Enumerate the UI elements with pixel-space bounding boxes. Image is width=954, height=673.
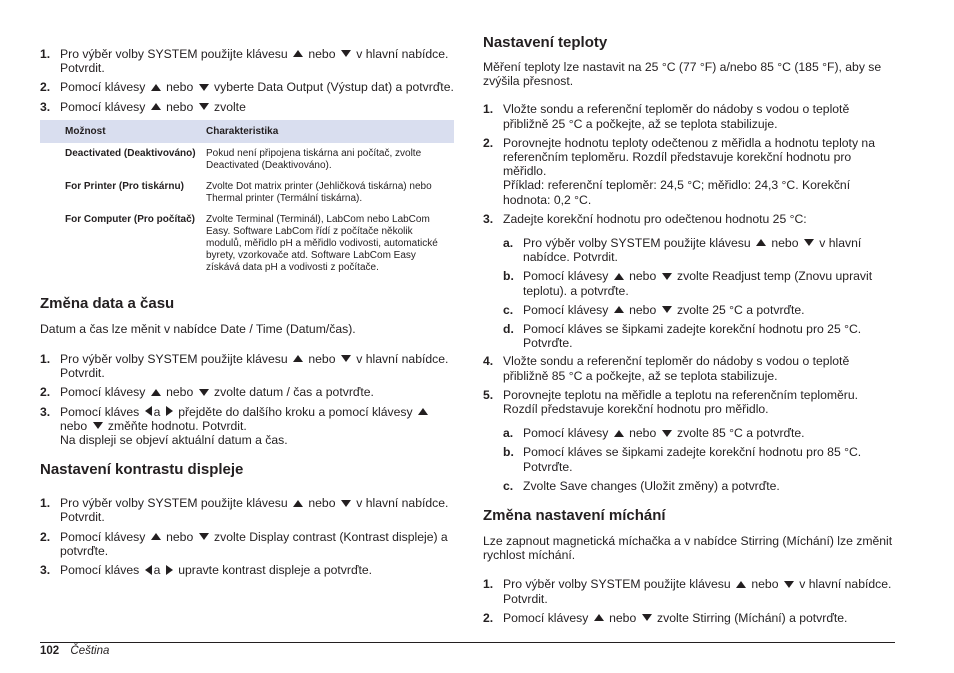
step-number: d.	[503, 322, 514, 337]
step-item	[483, 212, 895, 226]
step-text-segment: Pomocí klávesy	[523, 269, 612, 284]
step-text-segment: nebo	[162, 80, 197, 95]
step-text-segment: zvolte Display contrast (Kontrast displeje) a potvrďte.	[60, 529, 448, 558]
down-arrow-key-icon	[199, 84, 209, 91]
step-text-segment: zvolte Stirring (Míchání) a potvrďte.	[653, 610, 848, 625]
step-text-segment: Porovnejte teplotu na měřidle a teplotu na referenčním teploměru. Rozdíl představuje korekční hodnotu pro měřidlo.	[503, 387, 858, 417]
step-text-segment: nebo	[625, 426, 660, 441]
step-number: 1.	[40, 496, 51, 511]
step-item	[40, 385, 454, 399]
down-arrow-key-icon	[341, 500, 351, 507]
step-number: b.	[503, 445, 514, 460]
step-text-segment: a	[153, 563, 164, 578]
step-number: c.	[503, 478, 514, 493]
up-arrow-key-icon	[151, 103, 161, 110]
sub-step-item	[503, 303, 895, 317]
step-text-segment: zvolte Readjust temp (Znovu upravit teplotu). a potvrďte.	[523, 269, 873, 298]
step-text	[503, 388, 895, 416]
step-text-segment: nebo	[747, 577, 782, 592]
step-text-segment: zvolte datum / čas a potvrďte.	[210, 385, 374, 400]
sub-step-item	[503, 322, 895, 350]
step-item	[40, 100, 454, 114]
step-text-segment: upravte kontrast displeje a potvrďte.	[174, 563, 372, 578]
step-text-segment: Pomocí klávesy	[503, 610, 592, 625]
step-text-segment: nebo	[767, 236, 802, 251]
step-text-segment: Pomocí klávesy	[60, 99, 149, 114]
step-text	[523, 445, 895, 473]
step-text-segment: nebo	[162, 99, 197, 114]
step-number: 3.	[40, 99, 51, 114]
step-text-segment: Pomocí klávesy	[523, 426, 612, 441]
step-text	[60, 496, 454, 524]
table-cell-option: For Computer (Pro počítač)	[65, 213, 196, 225]
up-arrow-key-icon	[736, 581, 746, 588]
right-arrow-key-icon	[166, 565, 173, 575]
step-item	[40, 47, 454, 75]
date-time-paragraph: Datum a čas lze měnit v nabídce Date / Time (Datum/čas).	[40, 321, 356, 336]
step-text-segment: v hlavní nabídce. Potvrdit.	[60, 352, 449, 381]
intro-list	[40, 47, 454, 114]
step-item	[40, 496, 454, 524]
step-text-segment: a	[153, 404, 164, 419]
section-heading-stirring: Změna nastavení míchání	[483, 507, 666, 525]
contrast-steps	[40, 496, 454, 577]
temperature-steps	[483, 102, 895, 226]
right-column	[483, 34, 895, 625]
up-arrow-key-icon	[151, 84, 161, 91]
temperature-paragraph: Měření teploty lze nastavit na 25 °C (77 °F) a/nebo 85 °C (185 °F), aby se zvýšila přesnost.	[483, 60, 882, 89]
down-arrow-key-icon	[784, 581, 794, 588]
step-item	[483, 577, 895, 605]
step-text	[60, 405, 454, 448]
up-arrow-key-icon	[418, 408, 428, 415]
step-text	[60, 100, 454, 114]
down-arrow-key-icon	[341, 355, 351, 362]
step-text-segment: změňte hodnotu. Potvrdit.	[104, 418, 247, 433]
date-time-steps	[40, 352, 454, 447]
step-item	[483, 611, 895, 625]
page-footer	[40, 644, 109, 658]
step-text-segment: nebo	[625, 269, 660, 284]
step-text	[503, 136, 895, 207]
step-text-segment: Pomocí klávesy	[60, 529, 149, 544]
down-arrow-key-icon	[662, 273, 672, 280]
up-arrow-key-icon	[594, 614, 604, 621]
step-item	[40, 80, 454, 94]
step-number: 2.	[483, 135, 494, 150]
sub-step-item	[503, 445, 895, 473]
step-text-segment: Příklad: referenční teploměr: 24,5 °C; měřidlo: 24,3 °C. Korekční hodnota: 0,2 °C.	[503, 178, 851, 207]
down-arrow-key-icon	[642, 614, 652, 621]
up-arrow-key-icon	[293, 50, 303, 57]
up-arrow-key-icon	[756, 239, 766, 246]
step-text-segment: nebo	[162, 529, 197, 544]
right-arrow-key-icon	[166, 406, 173, 416]
down-arrow-key-icon	[662, 306, 672, 313]
step-number: b.	[503, 269, 514, 284]
table-header-option: Možnost	[40, 120, 201, 143]
step-text	[503, 577, 895, 605]
step-text-segment: v hlavní nabídce. Potvrdit.	[60, 496, 449, 525]
footer-divider	[40, 642, 895, 643]
step-text	[60, 563, 454, 577]
step-text-segment: Pomocí klávesy	[523, 302, 612, 317]
step-text	[503, 354, 895, 382]
step-text-segment: Pro výběr volby SYSTEM použijte klávesu	[503, 577, 734, 592]
step-text-segment: nebo	[605, 610, 640, 625]
temperature-steps-85	[483, 354, 895, 416]
step-number: 3.	[483, 211, 494, 226]
sub-step-item	[503, 426, 895, 440]
step-text	[503, 611, 895, 625]
step-text-segment: přejděte do dalšího kroku a pomocí klávesy	[174, 404, 416, 419]
up-arrow-key-icon	[614, 306, 624, 313]
step-number: 1.	[40, 47, 51, 61]
down-arrow-key-icon	[199, 389, 209, 396]
footer-language: Čeština	[70, 645, 110, 657]
step-text	[523, 236, 895, 264]
step-text	[60, 385, 454, 399]
left-arrow-key-icon	[145, 565, 152, 575]
down-arrow-key-icon	[199, 533, 209, 540]
step-number: 5.	[483, 387, 494, 402]
step-number: c.	[503, 302, 514, 317]
down-arrow-key-icon	[341, 50, 351, 57]
stirring-steps	[483, 577, 895, 625]
step-text-segment: Pro výběr volby SYSTEM použijte klávesu	[60, 352, 291, 367]
table-cell-description: Zvolte Terminal (Terminál), LabCom nebo LabCom Easy. Software LabCom řídí z počítače několik modulů, měřidlo pH a měřidlo vodivosti, automatické byrety, vzorkovače atd. Software LabCom Easy získává data pH a vodivosti z počítače.	[206, 213, 438, 273]
step-text-segment: v hlavní nabídce. Potvrdit.	[503, 577, 892, 606]
up-arrow-key-icon	[293, 500, 303, 507]
down-arrow-key-icon	[662, 430, 672, 437]
step-text-segment: Zadejte korekční hodnotu pro odečtenou hodnotu 25 °C:	[503, 211, 807, 226]
up-arrow-key-icon	[151, 389, 161, 396]
table-header-row	[40, 120, 454, 143]
step-number: 3.	[40, 404, 51, 419]
step-text	[523, 322, 895, 350]
temperature-substeps-85	[483, 426, 895, 493]
step-number: 4.	[483, 354, 494, 369]
step-text-segment: Zvolte Save changes (Uložit změny) a potvrďte.	[523, 478, 780, 493]
table-cell-description: Zvolte Dot matrix printer (Jehličková tiskárna) nebo Thermal printer (Termální tiskárna).	[206, 180, 432, 204]
step-item	[40, 563, 454, 577]
step-item	[483, 388, 895, 416]
step-text	[503, 212, 895, 226]
table-cell-option: Deactivated (Deaktivováno)	[65, 147, 196, 159]
left-column	[40, 34, 454, 577]
section-heading-temperature: Nastavení teploty	[483, 34, 608, 51]
step-text-segment: nebo	[304, 496, 339, 511]
data-output-table	[40, 120, 454, 278]
step-number: 2.	[40, 80, 51, 95]
step-text	[523, 479, 895, 493]
step-text	[60, 530, 454, 558]
step-text-segment: Pomocí kláves se šipkami zadejte korekční hodnotu pro 25 °C. Potvrďte.	[523, 322, 862, 351]
step-text-segment: Pro výběr volby SYSTEM použijte klávesu	[523, 236, 754, 251]
table-row	[40, 176, 454, 209]
step-text	[503, 102, 895, 130]
step-text	[523, 303, 895, 317]
step-text-segment: Pomocí kláves	[60, 404, 143, 419]
sub-step-item	[503, 269, 895, 297]
step-text-segment: Pomocí kláves se šipkami zadejte korekční hodnotu pro 85 °C. Potvrďte.	[523, 445, 862, 474]
left-arrow-key-icon	[145, 406, 152, 416]
temperature-substeps-25	[483, 236, 895, 350]
step-number: 1.	[483, 577, 494, 592]
step-text-segment: nebo	[304, 352, 339, 367]
step-item	[40, 405, 454, 448]
step-text	[60, 80, 454, 94]
step-text	[60, 352, 454, 380]
section-heading-contrast: Nastavení kontrastu displeje	[40, 461, 244, 479]
step-number: 3.	[40, 563, 51, 578]
step-text	[523, 269, 895, 297]
step-text-segment: nebo	[304, 47, 339, 61]
step-text-segment: Porovnejte hodnotu teploty odečtenou z měřidla a hodnotu teploty na referenčním teploměru. Rozdíl představuje korekční hodnotu pro měřidlo.	[503, 135, 875, 179]
step-text-segment: Pomocí klávesy	[60, 80, 149, 95]
section-heading-date-time: Změna data a času	[40, 294, 175, 312]
step-item	[483, 102, 895, 130]
step-item	[483, 354, 895, 382]
step-text-segment: Pro výběr volby SYSTEM použijte klávesu	[60, 496, 291, 511]
step-number: 2.	[40, 385, 51, 400]
stirring-paragraph: Lze zapnout magnetická míchačka a v nabídce Stirring (Míchání) lze změnit rychlost míchání.	[483, 534, 893, 563]
up-arrow-key-icon	[293, 355, 303, 362]
step-text-segment: zvolte	[210, 99, 246, 114]
step-text-segment: v hlavní nabídce. Potvrdit.	[523, 236, 862, 265]
step-text-segment: zvolte 85 °C a potvrďte.	[673, 426, 805, 441]
table-row	[40, 209, 454, 278]
step-text-segment: nebo	[162, 385, 197, 400]
step-text-segment: Na displeji se objeví aktuální datum a čas.	[60, 433, 288, 448]
step-text-segment: Vložte sondu a referenční teploměr do nádoby s vodou o teplotě přibližně 25 °C a počkejte, až se teplota stabilizuje.	[503, 102, 850, 131]
step-text	[60, 47, 454, 75]
table-cell-option: For Printer (Pro tiskárnu)	[65, 180, 184, 192]
down-arrow-key-icon	[804, 239, 814, 246]
up-arrow-key-icon	[614, 273, 624, 280]
step-number: 1.	[40, 352, 51, 367]
step-item	[483, 136, 895, 207]
step-text-segment: vyberte Data Output (Výstup dat) a potvrďte.	[210, 80, 454, 95]
step-number: 2.	[483, 610, 494, 625]
table-row	[40, 143, 454, 176]
sub-step-item	[503, 236, 895, 264]
step-number: a.	[503, 236, 514, 251]
step-text-segment: nebo	[60, 418, 91, 433]
up-arrow-key-icon	[151, 533, 161, 540]
up-arrow-key-icon	[614, 430, 624, 437]
step-text-segment: zvolte 25 °C a potvrďte.	[673, 302, 805, 317]
step-text-segment: nebo	[625, 302, 660, 317]
step-text-segment: Pomocí klávesy	[60, 385, 149, 400]
step-text-segment: v hlavní nabídce. Potvrdit.	[60, 47, 449, 76]
table-header-characteristics: Charakteristika	[201, 120, 454, 143]
table-cell-description: Pokud není připojena tiskárna ani počítač, zvolte Deactivated (Deaktivováno).	[206, 147, 422, 171]
step-number: 1.	[483, 102, 494, 117]
step-text-segment: Pomocí kláves	[60, 563, 143, 578]
step-text-segment: Vložte sondu a referenční teploměr do nádoby s vodou o teplotě přibližně 85 °C a počkejte, až se teplota stabilizuje.	[503, 354, 850, 383]
step-text-segment: Pro výběr volby SYSTEM použijte klávesu	[60, 47, 291, 61]
step-item	[40, 530, 454, 558]
step-item	[40, 352, 454, 380]
step-text	[523, 426, 895, 440]
down-arrow-key-icon	[199, 103, 209, 110]
step-number: 2.	[40, 529, 51, 544]
page-number: 102	[40, 645, 60, 657]
down-arrow-key-icon	[93, 422, 103, 429]
step-number: a.	[503, 426, 514, 441]
sub-step-item	[503, 479, 895, 493]
